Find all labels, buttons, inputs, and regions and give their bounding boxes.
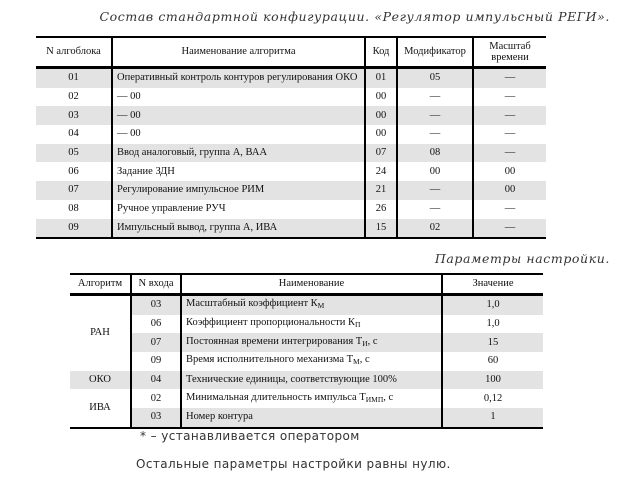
cell-algorithm-name: — 00 xyxy=(112,88,365,107)
param-name-text: Минимальная длительность импульса Т xyxy=(186,391,366,403)
cell-param-name xyxy=(181,371,442,390)
config-table-row xyxy=(36,200,546,219)
cell-code: 01 xyxy=(365,68,397,88)
cell-modifier: 08 xyxy=(397,144,473,163)
cell-code: 00 xyxy=(365,106,397,125)
cell-time-scale: — xyxy=(504,203,516,215)
param-name-text: Коэффициент пропорциональности К xyxy=(186,317,355,329)
cell-value: 1 xyxy=(442,408,543,428)
param-unit: , с xyxy=(367,335,378,347)
param-name-text: Масштабный коэффициент К xyxy=(186,298,318,310)
cell-param-name xyxy=(181,408,442,428)
cell-input-no: 03 xyxy=(131,295,181,315)
cell-algorithm-name: Регулирование импульсное РИМ xyxy=(112,181,365,200)
header-algorithm-name: Наименование алгоритма xyxy=(112,37,365,68)
cell-input-no: 06 xyxy=(131,315,181,334)
cell-modifier: 00 xyxy=(397,162,473,181)
cell-algorithm: ИВА xyxy=(70,389,131,427)
cell-time-scale: 00 xyxy=(504,165,516,177)
cell-modifier: — xyxy=(397,200,473,219)
params-table-header xyxy=(70,274,543,295)
param-subscript: М xyxy=(353,357,360,367)
cell-value: 60 xyxy=(487,355,499,367)
cell-param-name xyxy=(181,315,442,334)
cell-algorithm-name: Оперативный контроль контуров регулирования ОКО xyxy=(112,68,365,88)
cell-block-no: 08 xyxy=(36,200,112,219)
cell-algorithm-name: Импульсный вывод, группа А, ИВА xyxy=(112,219,365,239)
cell-code: 00 xyxy=(365,88,397,107)
param-name-text: Номер контура xyxy=(186,411,253,423)
cell-modifier: 02 xyxy=(397,219,473,239)
header-code: Код xyxy=(365,37,397,68)
param-unit: , с xyxy=(359,354,370,366)
header-modifier: Модификатор xyxy=(397,37,473,68)
cell-time-scale: — xyxy=(504,221,516,233)
header-param-name: Наименование xyxy=(181,274,442,295)
cell-block-no: 02 xyxy=(36,88,112,107)
footnote: * – устанавливается оператором xyxy=(140,429,360,443)
cell-value: 15 xyxy=(442,333,543,352)
cell-value: 100 xyxy=(442,371,543,390)
cell-algorithm-name: Задание ЗДН xyxy=(112,162,365,181)
cell-block-no: 04 xyxy=(36,125,112,144)
cell-time-scale: — xyxy=(504,109,516,121)
header-input-no: N входа xyxy=(131,274,181,295)
params-table-row xyxy=(70,371,543,390)
cell-time-scale: — xyxy=(504,147,516,159)
cell-code: 24 xyxy=(365,162,397,181)
params-table-row xyxy=(70,408,543,428)
cell-modifier: — xyxy=(397,106,473,125)
config-table-row xyxy=(36,219,546,239)
cell-time-scale: 00 xyxy=(504,184,516,196)
cell-algorithm: РАН xyxy=(70,295,131,371)
config-table-header xyxy=(36,37,546,68)
cell-block-no: 07 xyxy=(36,181,112,200)
params-table-row xyxy=(70,333,543,352)
cell-input-no: 03 xyxy=(131,408,181,428)
cell-input-no: 02 xyxy=(131,389,181,408)
config-table xyxy=(36,36,546,239)
cell-modifier: — xyxy=(397,181,473,200)
config-table-row xyxy=(36,88,546,107)
params-table-row xyxy=(70,389,543,408)
config-table-row xyxy=(36,181,546,200)
cell-block-no: 06 xyxy=(36,162,112,181)
cell-value: 1,0 xyxy=(442,295,543,315)
cell-algorithm-name: Ручное управление РУЧ xyxy=(112,200,365,219)
cell-block-no: 05 xyxy=(36,144,112,163)
cell-param-name xyxy=(181,352,442,371)
cell-code: 07 xyxy=(365,144,397,163)
cell-modifier: — xyxy=(397,88,473,107)
cell-input-no: 04 xyxy=(131,371,181,390)
cell-code: 15 xyxy=(365,219,397,239)
cell-time-scale: — xyxy=(504,72,516,84)
cell-code: 26 xyxy=(365,200,397,219)
cell-block-no: 09 xyxy=(36,219,112,239)
config-table-row xyxy=(36,68,546,88)
cell-block-no: 01 xyxy=(36,68,112,88)
param-name-text: Время исполнительного механизма Т xyxy=(186,354,354,366)
params-table-row xyxy=(70,352,543,371)
params-table xyxy=(70,273,543,429)
cell-code: 00 xyxy=(365,125,397,144)
header-time-scale: Масштаб времени xyxy=(473,37,546,68)
cell-value: 1,0 xyxy=(486,318,500,330)
remaining-params-note: Остальные параметры настройки равны нулю. xyxy=(136,457,451,471)
params-caption: Параметры настройки. xyxy=(434,251,610,266)
config-table-row xyxy=(36,125,546,144)
cell-value: 0,12 xyxy=(483,392,503,404)
param-unit: , с xyxy=(383,391,394,403)
cell-time-scale: — xyxy=(504,128,516,140)
cell-code: 21 xyxy=(365,181,397,200)
param-subscript: М xyxy=(317,301,325,311)
param-subscript: И xyxy=(362,338,368,348)
config-table-row xyxy=(36,144,546,163)
param-subscript: ИМП xyxy=(365,394,384,404)
cell-param-name xyxy=(181,295,442,315)
config-table-row xyxy=(36,162,546,181)
cell-algorithm: ОКО xyxy=(70,371,131,390)
params-table-row xyxy=(70,315,543,334)
config-table-row xyxy=(36,106,546,125)
param-name-text: Технические единицы, соответствующие 100% xyxy=(186,374,397,386)
cell-modifier: — xyxy=(397,125,473,144)
param-name-text: Постоянная времени интегрирования Т xyxy=(186,335,363,347)
cell-modifier: 05 xyxy=(397,68,473,88)
cell-param-name xyxy=(181,333,442,352)
config-caption: Состав стандартной конфигурации. «Регулятор импульсный РЕГИ». xyxy=(99,9,610,24)
cell-param-name xyxy=(181,389,442,408)
header-block-no: N алгоблока xyxy=(36,37,112,68)
cell-time-scale: — xyxy=(504,91,516,103)
param-subscript: П xyxy=(354,320,361,330)
cell-algorithm-name: Ввод аналоговый, группа А, ВАА xyxy=(112,144,365,163)
cell-algorithm-name: — 00 xyxy=(112,106,365,125)
cell-input-no: 07 xyxy=(131,333,181,352)
params-table-row xyxy=(70,295,543,315)
cell-block-no: 03 xyxy=(36,106,112,125)
cell-input-no: 09 xyxy=(131,352,181,371)
header-algorithm: Алгоритм xyxy=(70,274,131,295)
cell-algorithm-name: — 00 xyxy=(112,125,365,144)
header-value: Значение xyxy=(442,274,543,295)
